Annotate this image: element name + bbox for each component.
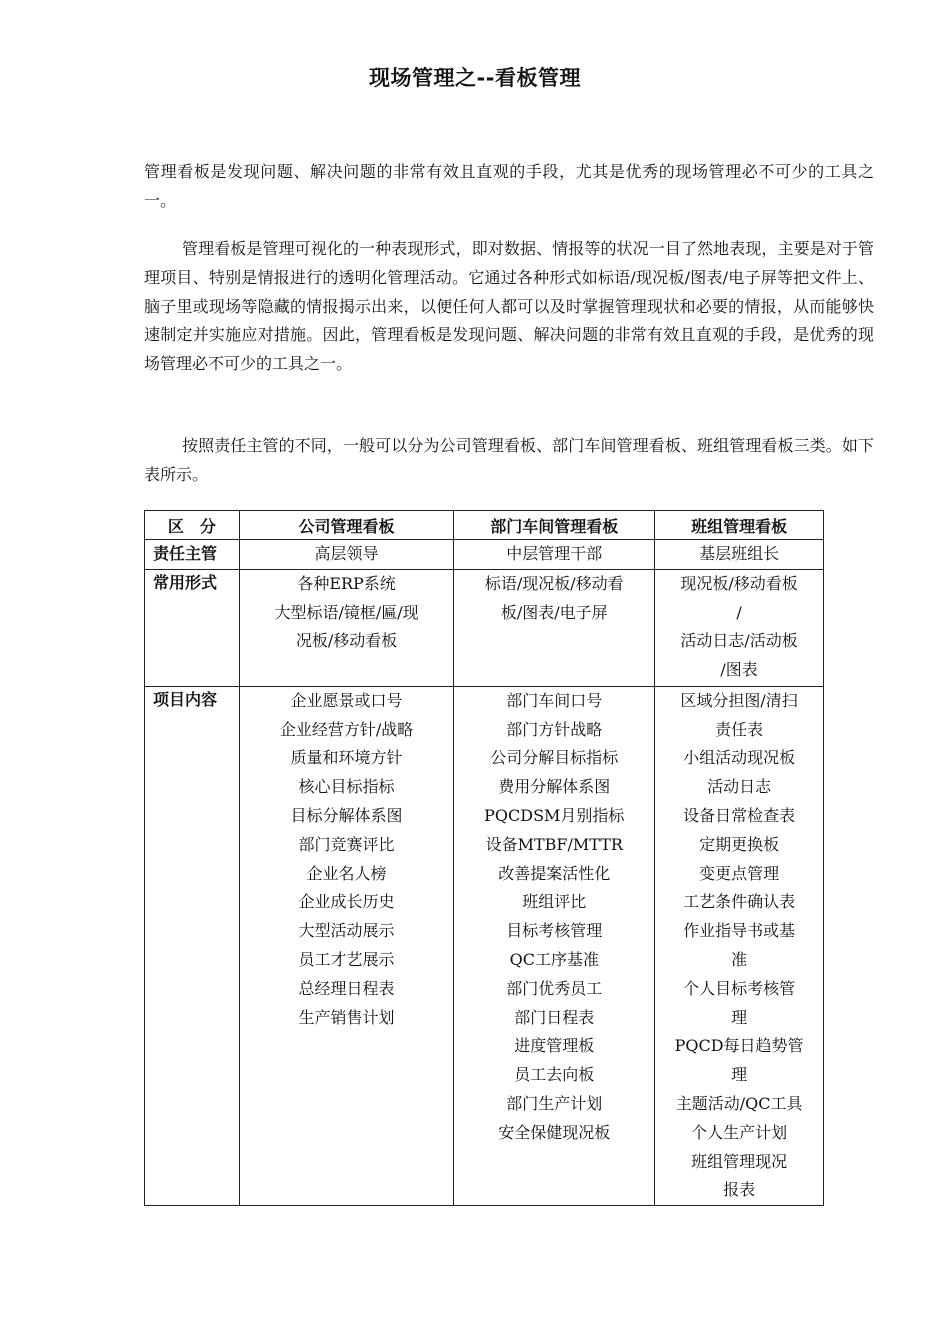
body-paragraph: 管理看板是管理可视化的一种表现形式，即对数据、情报等的状况一目了然地表现，主要是对于管理项目、特别是情报进行的透明化管理活动。它通过各种形式如标语/现况板/图表/电子屏等把文件上、脑子里或现场等隐藏的情报揭示出来，以便任何人都可以及时掌握管理现状和必要的情报，从而能够快速制定并实施应对措施。因此，管理看板是发现问题、解决问题的非常有效且直观的手段，是优秀的现场管理必不可少的工具之一。 — [144, 239, 874, 374]
cell-line: 总经理日程表 — [298, 978, 395, 998]
row-label: 责任主管 — [145, 540, 240, 570]
cell-line: 部门日程表 — [514, 1007, 595, 1027]
cell-line: 小组活动现况板 — [683, 748, 796, 768]
cell-line: 基层班组长 — [699, 544, 780, 563]
cell-line: 理 — [731, 1065, 748, 1085]
cell-line: 作业指导书或基 — [683, 921, 796, 941]
table-row — [145, 569, 824, 686]
cell-line: 报表 — [723, 1180, 756, 1200]
cell-line: 部门竞赛评比 — [298, 834, 395, 854]
table-intro-paragraph: 按照责任主管的不同，一般可以分为公司管理看板、部门车间管理看板、班组管理看板三类。如下表所示。 — [144, 436, 874, 484]
cell-line: PQCDSM月别指标 — [484, 805, 625, 825]
cell-line: 中层管理干部 — [506, 544, 603, 563]
intro-paragraph: 管理看板是发现问题、解决问题的非常有效且直观的手段，尤其是优秀的现场管理必不可少的工具之一。 — [144, 162, 874, 210]
team-cell — [655, 569, 824, 686]
cell-line: 企业成长历史 — [298, 892, 395, 912]
cell-line: 企业名人榜 — [306, 863, 387, 883]
cell-line: 费用分解体系图 — [498, 777, 611, 797]
page-title: 现场管理之--看板管理 — [369, 66, 581, 90]
cell-line: 大型活动展示 — [298, 921, 395, 941]
cell-line: 各种ERP系统 — [297, 573, 396, 593]
team-cell — [655, 686, 824, 1205]
cell-line: 主题活动/QC工具 — [675, 1093, 803, 1113]
cell-line: 个人目标考核管 — [683, 978, 796, 998]
cell-line: 企业愿景或口号 — [290, 690, 403, 710]
table-row — [145, 540, 824, 570]
cell-line: 理 — [731, 1007, 748, 1027]
cell-line: 况板/移动看板 — [295, 631, 398, 651]
cell-line: 部门生产计划 — [506, 1093, 603, 1113]
cell-line: 目标分解体系图 — [290, 805, 403, 825]
cell-line: 现况板/移动看板 — [680, 573, 798, 593]
cell-line: 高层领导 — [314, 544, 379, 563]
cell-line: QC工序基准 — [509, 949, 599, 969]
company-cell — [239, 569, 454, 686]
department-cell — [454, 569, 655, 686]
cell-line: 部门优秀员工 — [506, 978, 603, 998]
cell-line: 员工才艺展示 — [298, 949, 395, 969]
cell-line: 定期更换板 — [699, 834, 780, 854]
cell-line: 设备日常检查表 — [683, 805, 796, 825]
team-cell — [655, 540, 824, 570]
header-category: 区 分 — [145, 511, 240, 540]
cell-line: 活动日志/活动板 — [680, 631, 798, 651]
cell-line: 准 — [731, 949, 748, 969]
kanban-category-table — [144, 510, 824, 1206]
cell-line: / — [736, 602, 742, 622]
cell-line: 板/图表/电子屏 — [500, 602, 608, 622]
header-company-board: 公司管理看板 — [239, 511, 454, 540]
cell-line: PQCD每日趋势管 — [674, 1036, 804, 1056]
table-row — [145, 686, 824, 1205]
cell-line: 工艺条件确认表 — [683, 892, 796, 912]
company-cell — [239, 540, 454, 570]
cell-line: 个人生产计划 — [691, 1122, 788, 1142]
cell-line: 设备MTBF/MTTR — [485, 834, 623, 854]
cell-line: 班组评比 — [522, 892, 587, 912]
cell-line: 活动日志 — [707, 777, 772, 797]
cell-line: 目标考核管理 — [506, 921, 603, 941]
cell-line: 部门方针战略 — [506, 719, 603, 739]
cell-line: 公司分解目标指标 — [490, 748, 619, 768]
row-label: 项目内容 — [145, 686, 240, 1205]
cell-line: 员工去向板 — [514, 1065, 595, 1085]
header-department-board: 部门车间管理看板 — [454, 511, 655, 540]
cell-line: /图表 — [720, 660, 758, 680]
cell-line: 标语/现况板/移动看 — [484, 573, 624, 593]
cell-line: 变更点管理 — [699, 863, 780, 883]
department-cell — [454, 686, 655, 1205]
cell-line: 大型标语/镜框/匾/现 — [274, 602, 419, 622]
table-header-row — [145, 511, 824, 540]
cell-line: 班组管理现况 — [691, 1151, 788, 1171]
company-cell — [239, 686, 454, 1205]
cell-line: 企业经营方针/战略 — [279, 719, 414, 739]
cell-line: 改善提案活性化 — [498, 863, 611, 883]
cell-line: 责任表 — [715, 719, 764, 739]
cell-line: 安全保健现况板 — [498, 1122, 611, 1142]
row-label: 常用形式 — [145, 569, 240, 686]
cell-line: 部门车间口号 — [506, 690, 603, 710]
cell-line: 核心目标指标 — [298, 777, 395, 797]
department-cell — [454, 540, 655, 570]
header-team-board: 班组管理看板 — [655, 511, 824, 540]
cell-line: 质量和环境方针 — [290, 748, 403, 768]
cell-line: 生产销售计划 — [298, 1007, 395, 1027]
cell-line: 区域分担图/清扫 — [680, 690, 798, 710]
cell-line: 进度管理板 — [514, 1036, 595, 1056]
